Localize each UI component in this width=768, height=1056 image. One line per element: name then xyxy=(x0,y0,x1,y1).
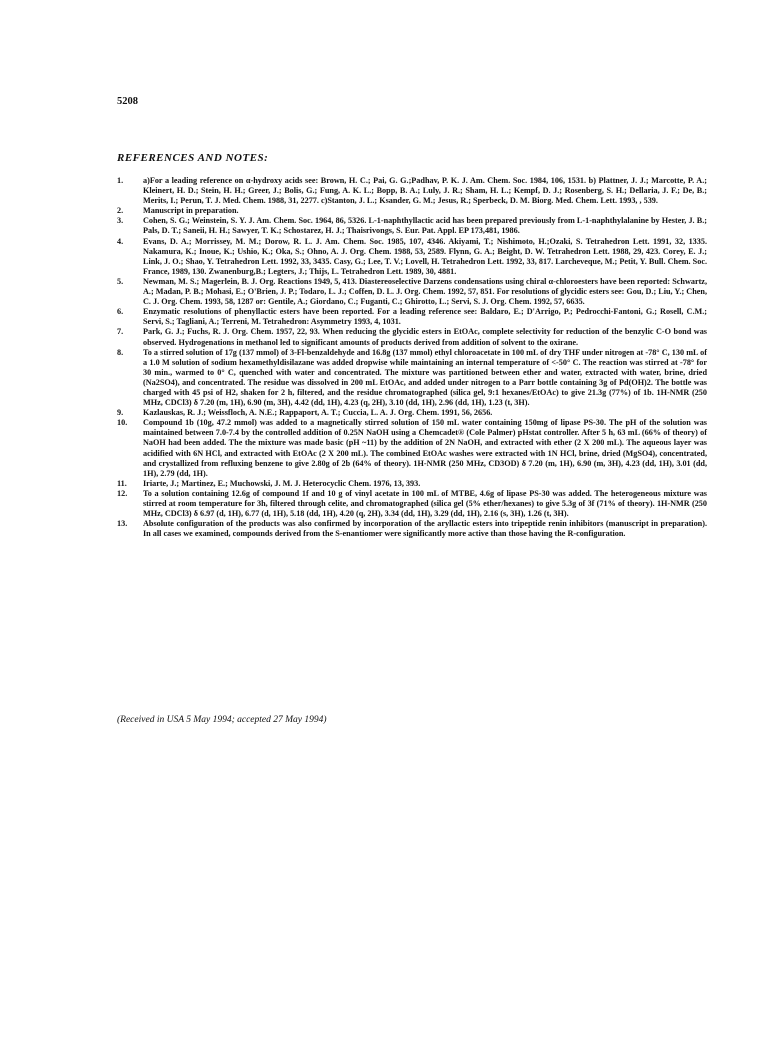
reference-item xyxy=(117,408,707,418)
reference-item xyxy=(117,206,707,216)
reference-number: 12. xyxy=(117,488,128,498)
reference-number: 11. xyxy=(117,478,127,488)
reference-number: 5. xyxy=(117,276,124,286)
reference-text: To a solution containing 12.6g of compound 1f and 10 g of vinyl acetate in 100 mL of MTBE, 4.6g of lipase PS-30 was added. The heterogeneous mixture was stirred at room temperature for 3h, filtered through celite, and chromatographed (silica gel (5% ether/hexanes) to give 5.3g of 3f (71% of theory). 1H-NMR (250 MHz, CDCl3) δ 6.97 (d, 1H), 6.77 (d, 1H), 5.18 (dd, 1H), 4.20 (q, 2H), 3.34 (dd, 1H), 3.29 (dd, 1H), 2.16 (s, 3H), 1.26 (t, 3H). xyxy=(143,488,707,519)
reference-item xyxy=(117,237,707,277)
reference-number: 7. xyxy=(117,327,124,337)
page-number: 5208 xyxy=(117,96,138,107)
reference-text: Absolute configuration of the products was also confirmed by incorporation of the aryllactic esters into tripeptide renin inhibitors (manuscript in preparation). In all cases we examined, compounds derived from the S-enantiomer were significantly more active than those having the R-configuration. xyxy=(143,519,707,539)
reference-number: 8. xyxy=(117,347,124,357)
reference-number: 10. xyxy=(117,418,128,428)
reference-number: 6. xyxy=(117,307,124,317)
reference-text: Kazlauskas, R. J.; Weissfloch, A. N.E.; Rappaport, A. T.; Cuccia, L. A. J. Org. Chem. 1991, 56, 2656. xyxy=(143,408,493,418)
reference-number: 1. xyxy=(117,176,124,185)
reference-text: Manuscript in preparation. xyxy=(143,206,239,216)
reference-text: a)For a leading reference on α-hydroxy acids see: Brown, H. C.; Pai, G. G.;Padhav, P. K. J. Am. Chem. Soc. 1984, 106, 1531. b) Plattner, J. J.; Marcotte, P. A.; Kleinert, H. D.; Stein, H. H.; Greer, J.; Bolis, G.; Fung, A. K. L.; Bopp, B. A.; Luly, J. R.; Sham, H. L.; Kempf, D. J.; Rosenberg, S. H.; Dellaria, J. F.; De, B.; Merits, I.; Perun, T. J. Med. Chem. 1988, 31, 2277. c)Stanton, J. L.; Ksander, G. M.; Jesus, R.; Sperbeck, D. M. Biorg. Med. Chem. Lett. 1993, , 539. xyxy=(143,176,707,206)
reference-item xyxy=(117,519,707,539)
reference-text: Cohen, S. G.; Weinstein, S. Y. J. Am. Chem. Soc. 1964, 86, 5326. L-1-naphthyllactic acid has been prepared previously from L-1-naphthylalanine by Hester, J. B.; Pals, D. T.; Saneii, H. H.; Sawyer, T. K.; Schostarez, H. J.; Thaisrivongs, S. Eur. Pat. Appl. EP 173,481, 1986. xyxy=(143,216,707,236)
reference-item xyxy=(117,418,707,479)
section-heading: REFERENCES AND NOTES: xyxy=(117,152,269,164)
reference-text: Newman, M. S.; Magerlein, B. J. Org. Reactions 1949, 5, 413. Diastereoselective Darzens condensations using chiral α-chloroesters have been reported: Schwartz, A.; Madan, P. B.; Mohasi, E.; O'Brien, J. P.; Todaro, L. J.; Coffen, D. L. J. Org. Chem. 1992, 57, 851. For resolutions of glycidic esters see: Gou, D.; Liu, Y.; Chen, C. J. Org. Chem. 1993, 58, 1287 or: Gentile, A.; Giordano, C.; Fuganti, C.; Ghirotto, L.; Servi, S. J. Org. Chem. 1992, 57, 6635. xyxy=(143,276,707,307)
reference-number: 2. xyxy=(117,206,124,216)
reference-item xyxy=(117,479,707,489)
reference-number: 13. xyxy=(117,519,128,529)
reference-text: Enzymatic resolutions of phenyllactic esters have been reported. For a leading reference see: Baldaro, E.; D'Arrigo, P.; Pedrocchi-Fantoni, G.; Rosell, C.M.; Servi, S.; Tagliani, A.; Terreni, M. Tetrahedron: Asymmetry 1993, 4, 1031. xyxy=(143,307,707,327)
reference-number: 3. xyxy=(117,216,124,226)
reference-item xyxy=(117,348,707,409)
reference-text: To a stirred solution of 17g (137 mmol) of 3-Fl-benzaldehyde and 16.8g (137 mmol) ethyl chloroacetate in 100 mL of dry THF under nitrogen at -78° C, 130 mL of a 1.0 M solution of sodium hexamethyldisilazane was added dropwise while maintaining an internal temperature of <-50° C. The reaction was stirred at -78° for 30 min., warmed to 0° C, quenched with water and concentrated. The mixture was partitioned between ether and water, extracted with water, brine, dried (Na2SO4), and concentrated. The residue was dissolved in 200 mL EtOAc, and added under nitrogen to a Parr bottle containing 3g of Pd(OH)2. The bottle was charged with 45 psi of H2, shaken for 2 h, filtered, and the residue chromatographed (silica gel, 9:1 hexanes/EtOAc) to give 21.3g (77%) of 1b. 1H-NMR (250 MHz, CDCl3) δ 7.20 (m, 1H), 6.90 (m, 3H), 4.42 (dd, 1H), 4.23 (q, 2H), 3.10 (dd, 1H), 2.96 (dd, 1H), 1.23 (t, 3H). xyxy=(143,347,707,408)
reference-item xyxy=(117,489,707,519)
reference-item xyxy=(117,176,707,206)
reference-item xyxy=(117,277,707,307)
reference-text: Compound 1b (10g, 47.2 mmol) was added to a magnetically stirred solution of 150 mL water containing 150mg of lipase PS-30. The pH of the solution was maintained between 7.0-7.4 by the controlled addition of 0.25N NaOH using a Chemcadet® (Cole Palmer) pHstat controller. After 5 h, 63 mL (66% of theory) of NaOH had been added. The the mixture was made basic (pH ~11) by the addition of 2N NaOH, and extracted with ether (2 X 200 mL). The aqueous layer was acidified with 6N HCl, and extracted with EtOAc (2 X 200 mL). The combined EtOAc washes were extracted with 1N HCl, brine, dried (MgSO4), concentrated, and crystallized from refluxing benzene to give 2.80g of 2b (64% of theory). 1H-NMR (250 MHz, CD3OD) δ 7.20 (m, 1H), 6.90 (m, 3H), 4.23 (dd, 1H), 3.01 (dd, 1H), 2.79 (dd, 1H). xyxy=(143,418,707,478)
reference-item xyxy=(117,307,707,327)
reference-text: Evans, D. A.; Morrissey, M. M.; Dorow, R. L. J. Am. Chem. Soc. 1985, 107, 4346. Akiyami, T.; Nishimoto, H.;Ozaki, S. Tetrahedron Lett. 1991, 32, 1335. Nakamura, K.; Inoue, K.; Ushio, K.; Oka, S.; Ohno, A. J. Org. Chem. 1988, 53, 2589. Flynn, G. A.; Beight, D. W. Tetrahedron Lett. 1988, 29, 423. Corey, E. J.; Link, J. O.; Shao, Y. Tetrahedron Lett. 1992, 33, 3435. Casy, G.; Lee, T. V.; Lovell, H. Tetrahedron Lett. 1992, 33, 817. Larcheveque, M.; Petit, Y. Bull. Chem. Soc. France, 1989, 130. Zwanenburg,B.; Legters, J.; Thijs, L. Tetrahedron Lett. 1989, 30, 4881. xyxy=(143,236,707,276)
reference-item xyxy=(117,216,707,236)
references-list xyxy=(117,176,707,539)
reference-item xyxy=(117,327,707,347)
reference-text: Iriarte, J.; Martinez, E.; Muchowski, J. M. J. Heterocyclic Chem. 1976, 13, 393. xyxy=(143,478,421,488)
reference-number: 9. xyxy=(117,408,124,418)
received-date-line: (Received in USA 5 May 1994; accepted 27 May 1994) xyxy=(117,715,327,725)
reference-number: 4. xyxy=(117,236,124,246)
reference-text: Park, G. J.; Fuchs, R. J. Org. Chem. 1957, 22, 93. When reducing the glycidic esters in EtOAc, complete selectivity for reduction of the benzylic C-O bond was observed. Hydrogenations in methanol led to significant amounts of products derived from addition of solvent to the oxirane. xyxy=(143,327,707,347)
